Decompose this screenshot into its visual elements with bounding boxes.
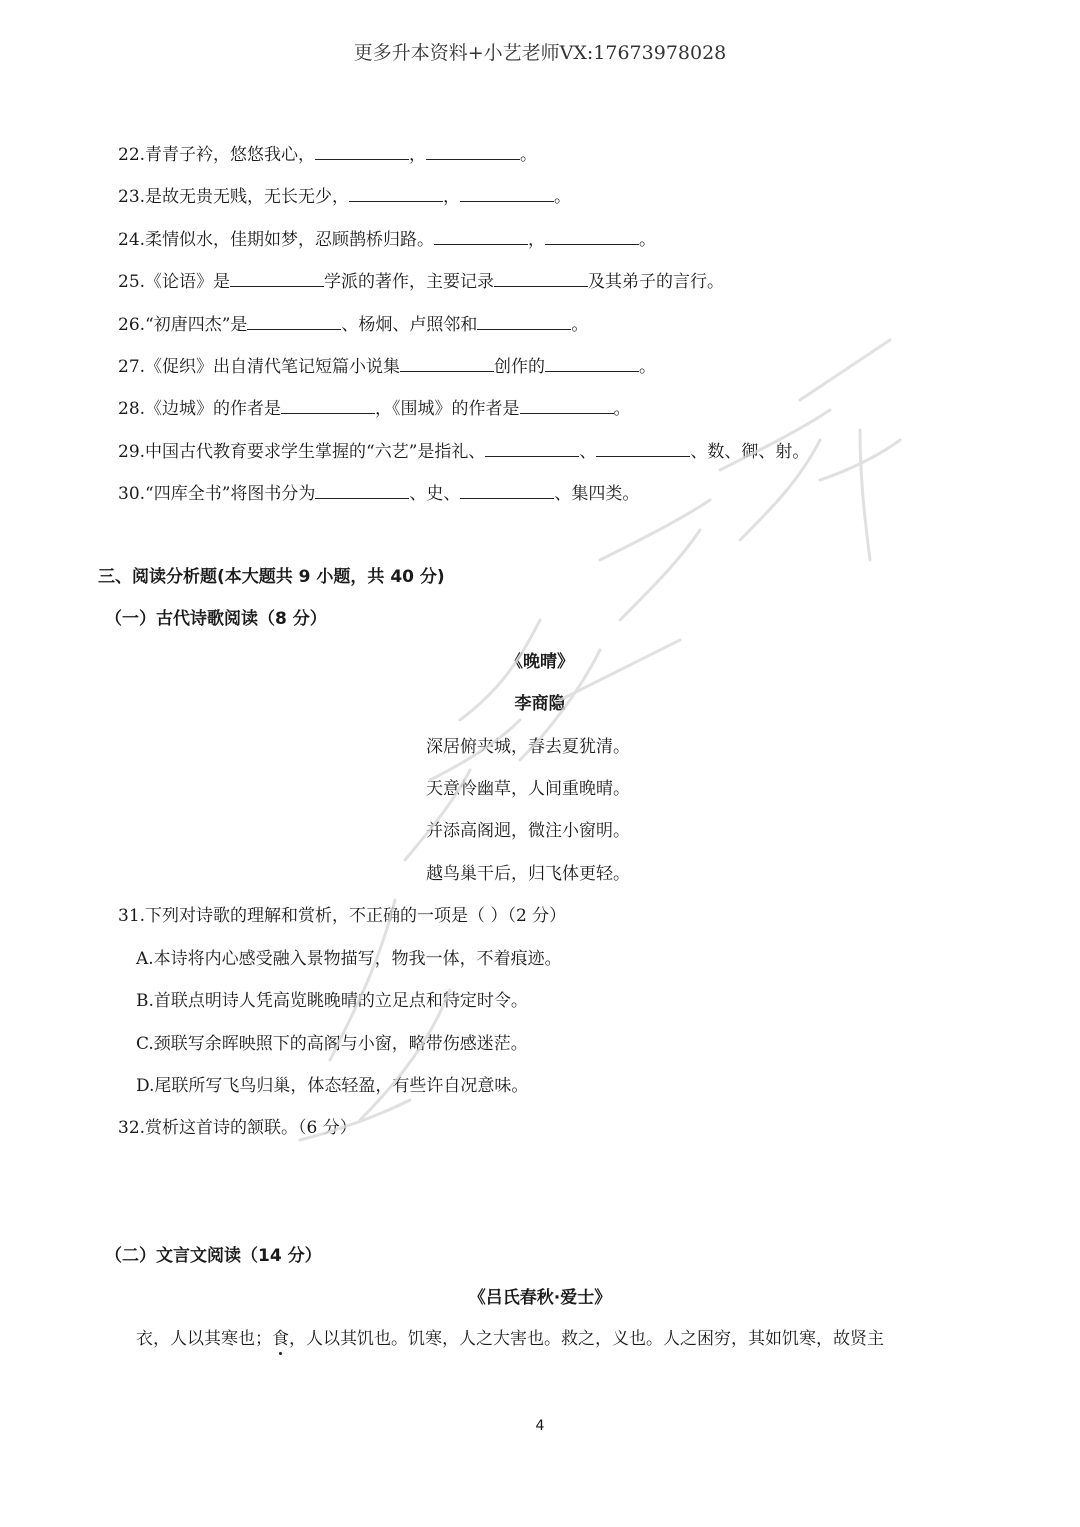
answer-blank[interactable] — [545, 353, 639, 372]
prose-text: ，人以其饥也。饥寒，人之大害也。救之，义也。人之困穷，其如饥寒，故贤主 — [289, 1329, 884, 1349]
prose-text: 衣，人以其寒也； — [136, 1329, 272, 1349]
question-32: 32.赏析这首诗的颔联。（6 分） — [118, 1118, 357, 1138]
question-text: 、史、 — [409, 484, 461, 504]
question-text: 25.《论语》是 — [118, 272, 231, 292]
page-number: 4 — [535, 1418, 545, 1434]
question-29 — [118, 438, 809, 464]
poem-line: 天意怜幽草，人间重晚晴。 — [426, 779, 630, 799]
question-text: 。 — [639, 357, 657, 377]
question-text: 。 — [571, 315, 589, 335]
answer-blank[interactable] — [315, 141, 409, 160]
option-a[interactable]: A.本诗将内心感受融入景物描写，物我一体，不着痕迹。 — [136, 949, 562, 969]
question-22 — [118, 141, 537, 167]
answer-blank[interactable] — [426, 141, 520, 160]
question-text: 28.《边城》的作者是 — [118, 399, 282, 419]
question-text: 22.青青子衿，悠悠我心， — [118, 145, 316, 165]
answer-blank[interactable] — [485, 438, 579, 457]
question-25 — [118, 268, 724, 294]
question-26 — [118, 311, 588, 337]
question-text: 、杨炯、卢照邻和 — [341, 315, 478, 335]
question-30 — [118, 480, 639, 506]
question-text: 。 — [639, 230, 657, 250]
answer-blank[interactable] — [247, 311, 341, 330]
question-text: 、集四类。 — [554, 484, 640, 504]
answer-blank[interactable] — [520, 395, 614, 414]
page-header: 更多升本资料+小艺老师VX:17673978028 — [353, 42, 727, 64]
answer-blank[interactable] — [494, 268, 588, 287]
option-c[interactable]: C.颈联写余晖映照下的高阁与小窗，略带伤感迷茫。 — [136, 1034, 528, 1054]
answer-blank[interactable] — [477, 311, 571, 330]
question-text: ， — [443, 187, 461, 207]
question-text: ， — [528, 230, 546, 250]
question-text: 23.是故无贵无贱，无长无少， — [118, 187, 350, 207]
answer-blank[interactable] — [460, 183, 554, 202]
answer-blank[interactable] — [281, 395, 375, 414]
question-text: ，《围城》的作者是 — [375, 399, 520, 419]
question-27 — [118, 353, 656, 379]
subsection-heading: （二）文言文阅读（14 分） — [105, 1246, 322, 1266]
answer-blank[interactable] — [596, 438, 690, 457]
question-text: 。 — [613, 399, 631, 419]
question-text: 、数、御、射。 — [690, 442, 810, 462]
question-text: 29.中国古代教育要求学生掌握的“六艺”是指礼、 — [118, 442, 486, 462]
section-heading: 三、阅读分析题(本大题共 9 小题，共 40 分) — [98, 567, 445, 587]
answer-blank[interactable] — [315, 480, 409, 499]
question-28 — [118, 395, 631, 421]
answer-blank[interactable] — [349, 183, 443, 202]
prose-line — [136, 1327, 884, 1351]
question-text: 24.柔情似水，佳期如梦，忍顾鹊桥归路。 — [118, 230, 435, 250]
answer-blank[interactable] — [434, 226, 528, 245]
poem-line: 越鸟巢干后，归飞体更轻。 — [426, 864, 630, 884]
answer-blank[interactable] — [230, 268, 324, 287]
question-text: 学派的著作，主要记录 — [324, 272, 495, 292]
question-text: 26.“初唐四杰”是 — [118, 315, 248, 335]
question-23 — [118, 183, 571, 209]
answer-blank[interactable] — [460, 480, 554, 499]
poem-line: 并添高阁迥，微注小窗明。 — [426, 821, 630, 841]
answer-blank[interactable] — [545, 226, 639, 245]
question-text: 27.《促织》出自清代笔记短篇小说集 — [118, 357, 401, 377]
emphasized-character: 食 — [272, 1329, 289, 1349]
question-text: 。 — [520, 145, 538, 165]
subsection-heading: （一）古代诗歌阅读（8 分） — [105, 609, 327, 629]
question-24 — [118, 226, 656, 252]
answer-blank[interactable] — [400, 353, 494, 372]
poem-line: 深居俯夹城，春去夏犹清。 — [426, 737, 630, 757]
question-31-stem: 31.下列对诗歌的理解和赏析，不正确的一项是（ ）（2 分） — [118, 906, 567, 926]
question-text: 30.“四库全书”将图书分为 — [118, 484, 316, 504]
poem-title: 《晚晴》 — [506, 652, 574, 672]
poem-author: 李商隐 — [514, 694, 566, 714]
question-text: ， — [409, 145, 427, 165]
option-d[interactable]: D.尾联所写飞鸟归巢，体态轻盈，有些许自况意味。 — [136, 1076, 529, 1096]
prose-title: 《吕氏春秋·爱士》 — [468, 1288, 612, 1308]
question-text: 、 — [579, 442, 597, 462]
question-text: 。 — [554, 187, 572, 207]
question-text: 及其弟子的言行。 — [588, 272, 725, 292]
option-b[interactable]: B.首联点明诗人凭高览眺晚晴的立足点和特定时令。 — [136, 991, 528, 1011]
question-text: 创作的 — [494, 357, 546, 377]
